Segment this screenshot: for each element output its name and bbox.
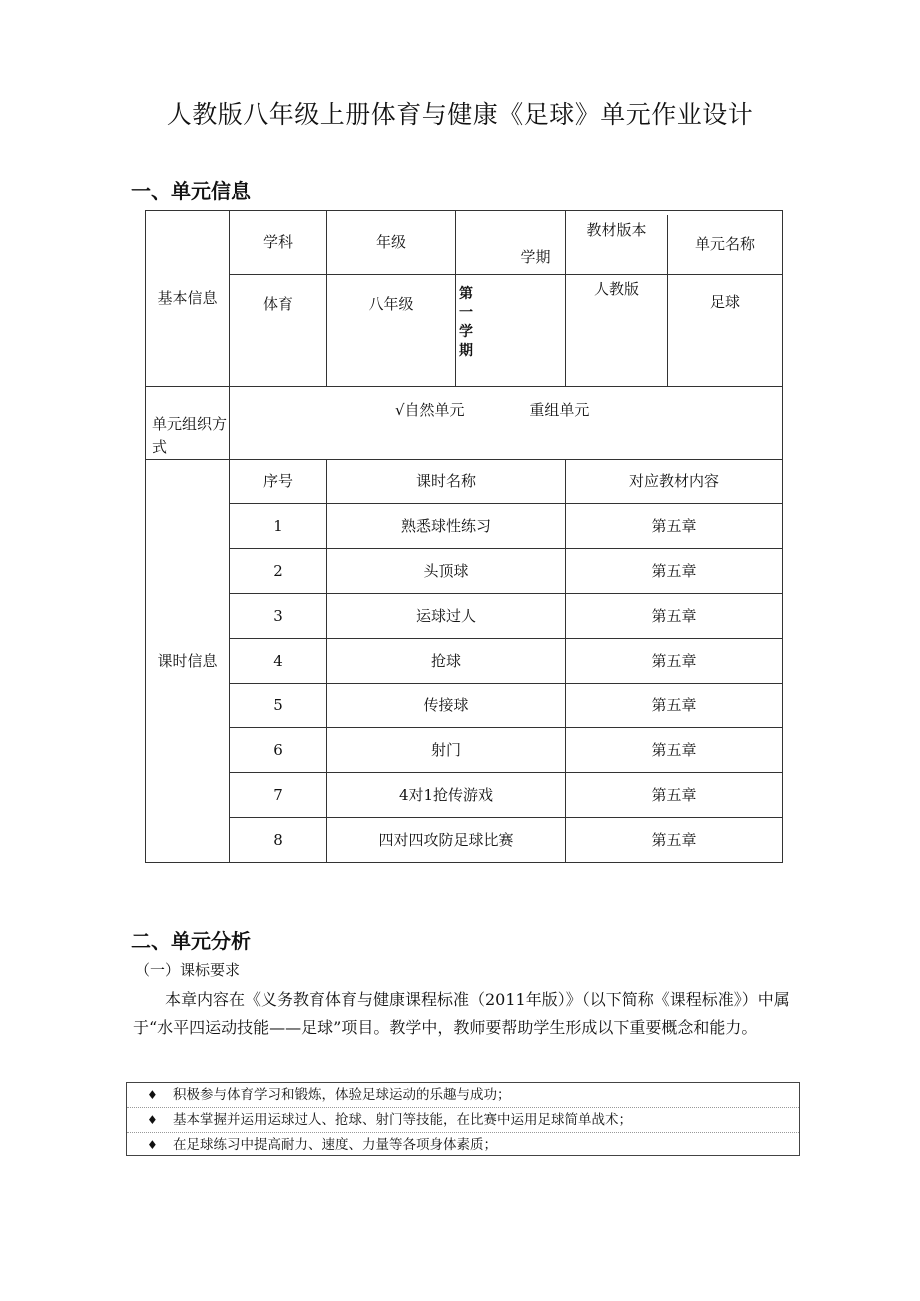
- section-heading-unit-analysis: 二、单元分析: [131, 929, 251, 953]
- requirement-text: 在足球练习中提高耐力、速度、力量等各项身体素质；: [173, 1137, 497, 1153]
- lesson-no: 3: [230, 594, 327, 639]
- basic-info-label: 基本信息: [146, 211, 230, 387]
- value-term: [456, 275, 566, 387]
- diamond-bullet-icon: ♦: [147, 1113, 158, 1127]
- org-regroup-unit: 重组单元: [529, 401, 590, 419]
- section-heading-unit-info: 一、单元信息: [131, 179, 251, 203]
- curriculum-paragraph-text: 本章内容在《义务教育体育与健康课程标准（2011年版）》（以下简称《课程标准》）中属于“水平四运动技能——足球”项目。教学中，教师要帮助学生形成以下重要概念和能力。: [133, 990, 790, 1037]
- unit-info-table: [145, 210, 783, 863]
- lesson-no: 7: [230, 773, 327, 818]
- lesson-no: 4: [230, 639, 327, 684]
- table-row: [146, 594, 783, 639]
- diamond-bullet-icon: ♦: [147, 1138, 158, 1152]
- lesson-name: 运球过人: [327, 594, 566, 639]
- header-unit: 单元名称: [695, 235, 756, 254]
- org-method-value: [230, 387, 783, 460]
- lesson-name: 熟悉球性练习: [327, 504, 566, 549]
- value-subject: 体育: [230, 275, 327, 387]
- table-row: [146, 549, 783, 594]
- table-row: [146, 684, 783, 728]
- header-edition: 教材版本: [566, 215, 668, 274]
- lesson-name: 头顶球: [327, 549, 566, 594]
- table-row: [146, 639, 783, 684]
- value-edition-unit: [566, 275, 783, 387]
- requirements-box: [126, 1082, 800, 1156]
- value-grade: 八年级: [327, 275, 456, 387]
- lesson-no: 2: [230, 549, 327, 594]
- curriculum-requirements-heading: （一）课标要求: [135, 961, 241, 979]
- lesson-content: 第五章: [566, 684, 783, 728]
- lesson-no: 8: [230, 818, 327, 863]
- lesson-no: 5: [230, 684, 327, 728]
- requirement-text: 积极参与体育学习和锻炼，体验足球运动的乐趣与成功；: [173, 1087, 511, 1103]
- term-char: 一: [459, 304, 473, 321]
- term-char: 学: [459, 323, 473, 340]
- lesson-content: 第五章: [566, 773, 783, 818]
- lesson-content: 第五章: [566, 728, 783, 773]
- lesson-info-label: 课时信息: [146, 460, 230, 863]
- term-char: 第: [459, 286, 473, 302]
- header-term: [456, 211, 566, 275]
- table-row: [146, 728, 783, 773]
- table-row: [146, 504, 783, 549]
- org-natural-unit: √自然单元: [395, 401, 465, 419]
- lesson-content: 第五章: [566, 639, 783, 684]
- header-grade: 年级: [327, 211, 456, 275]
- requirement-text: 基本掌握并运用运球过人、抢球、射门等技能，在比赛中运用足球简单战术；: [173, 1112, 632, 1128]
- lesson-name: 抢球: [327, 639, 566, 684]
- list-item: [127, 1133, 799, 1157]
- lesson-header-no: 序号: [230, 460, 327, 504]
- value-unit: 足球: [710, 293, 741, 311]
- lesson-name: 射门: [327, 728, 566, 773]
- curriculum-paragraph: [133, 986, 793, 1042]
- lesson-no: 1: [230, 504, 327, 549]
- lesson-header-content: 对应教材内容: [566, 460, 783, 504]
- diamond-bullet-icon: ♦: [147, 1088, 158, 1102]
- lesson-header-name: 课时名称: [327, 460, 566, 504]
- lesson-name: 四对四攻防足球比赛: [327, 818, 566, 863]
- lesson-no: 6: [230, 728, 327, 773]
- document-title: 人教版八年级上册体育与健康《足球》单元作业设计: [166, 100, 754, 129]
- org-method-label: 单元组织方式: [146, 387, 230, 460]
- lesson-content: 第五章: [566, 504, 783, 549]
- lesson-name: 4对1抢传游戏: [327, 773, 566, 818]
- table-row: [146, 818, 783, 863]
- value-edition: 人教版: [566, 275, 668, 386]
- lesson-content: 第五章: [566, 818, 783, 863]
- header-subject: 学科: [230, 211, 327, 275]
- table-row: [146, 773, 783, 818]
- list-item: [127, 1083, 799, 1108]
- lesson-name: 传接球: [327, 684, 566, 728]
- header-term-text: 学期: [520, 247, 551, 266]
- lesson-content: 第五章: [566, 594, 783, 639]
- list-item: [127, 1108, 799, 1133]
- lesson-content: 第五章: [566, 549, 783, 594]
- header-edition-unit: [566, 211, 783, 275]
- term-char: 期: [459, 342, 473, 359]
